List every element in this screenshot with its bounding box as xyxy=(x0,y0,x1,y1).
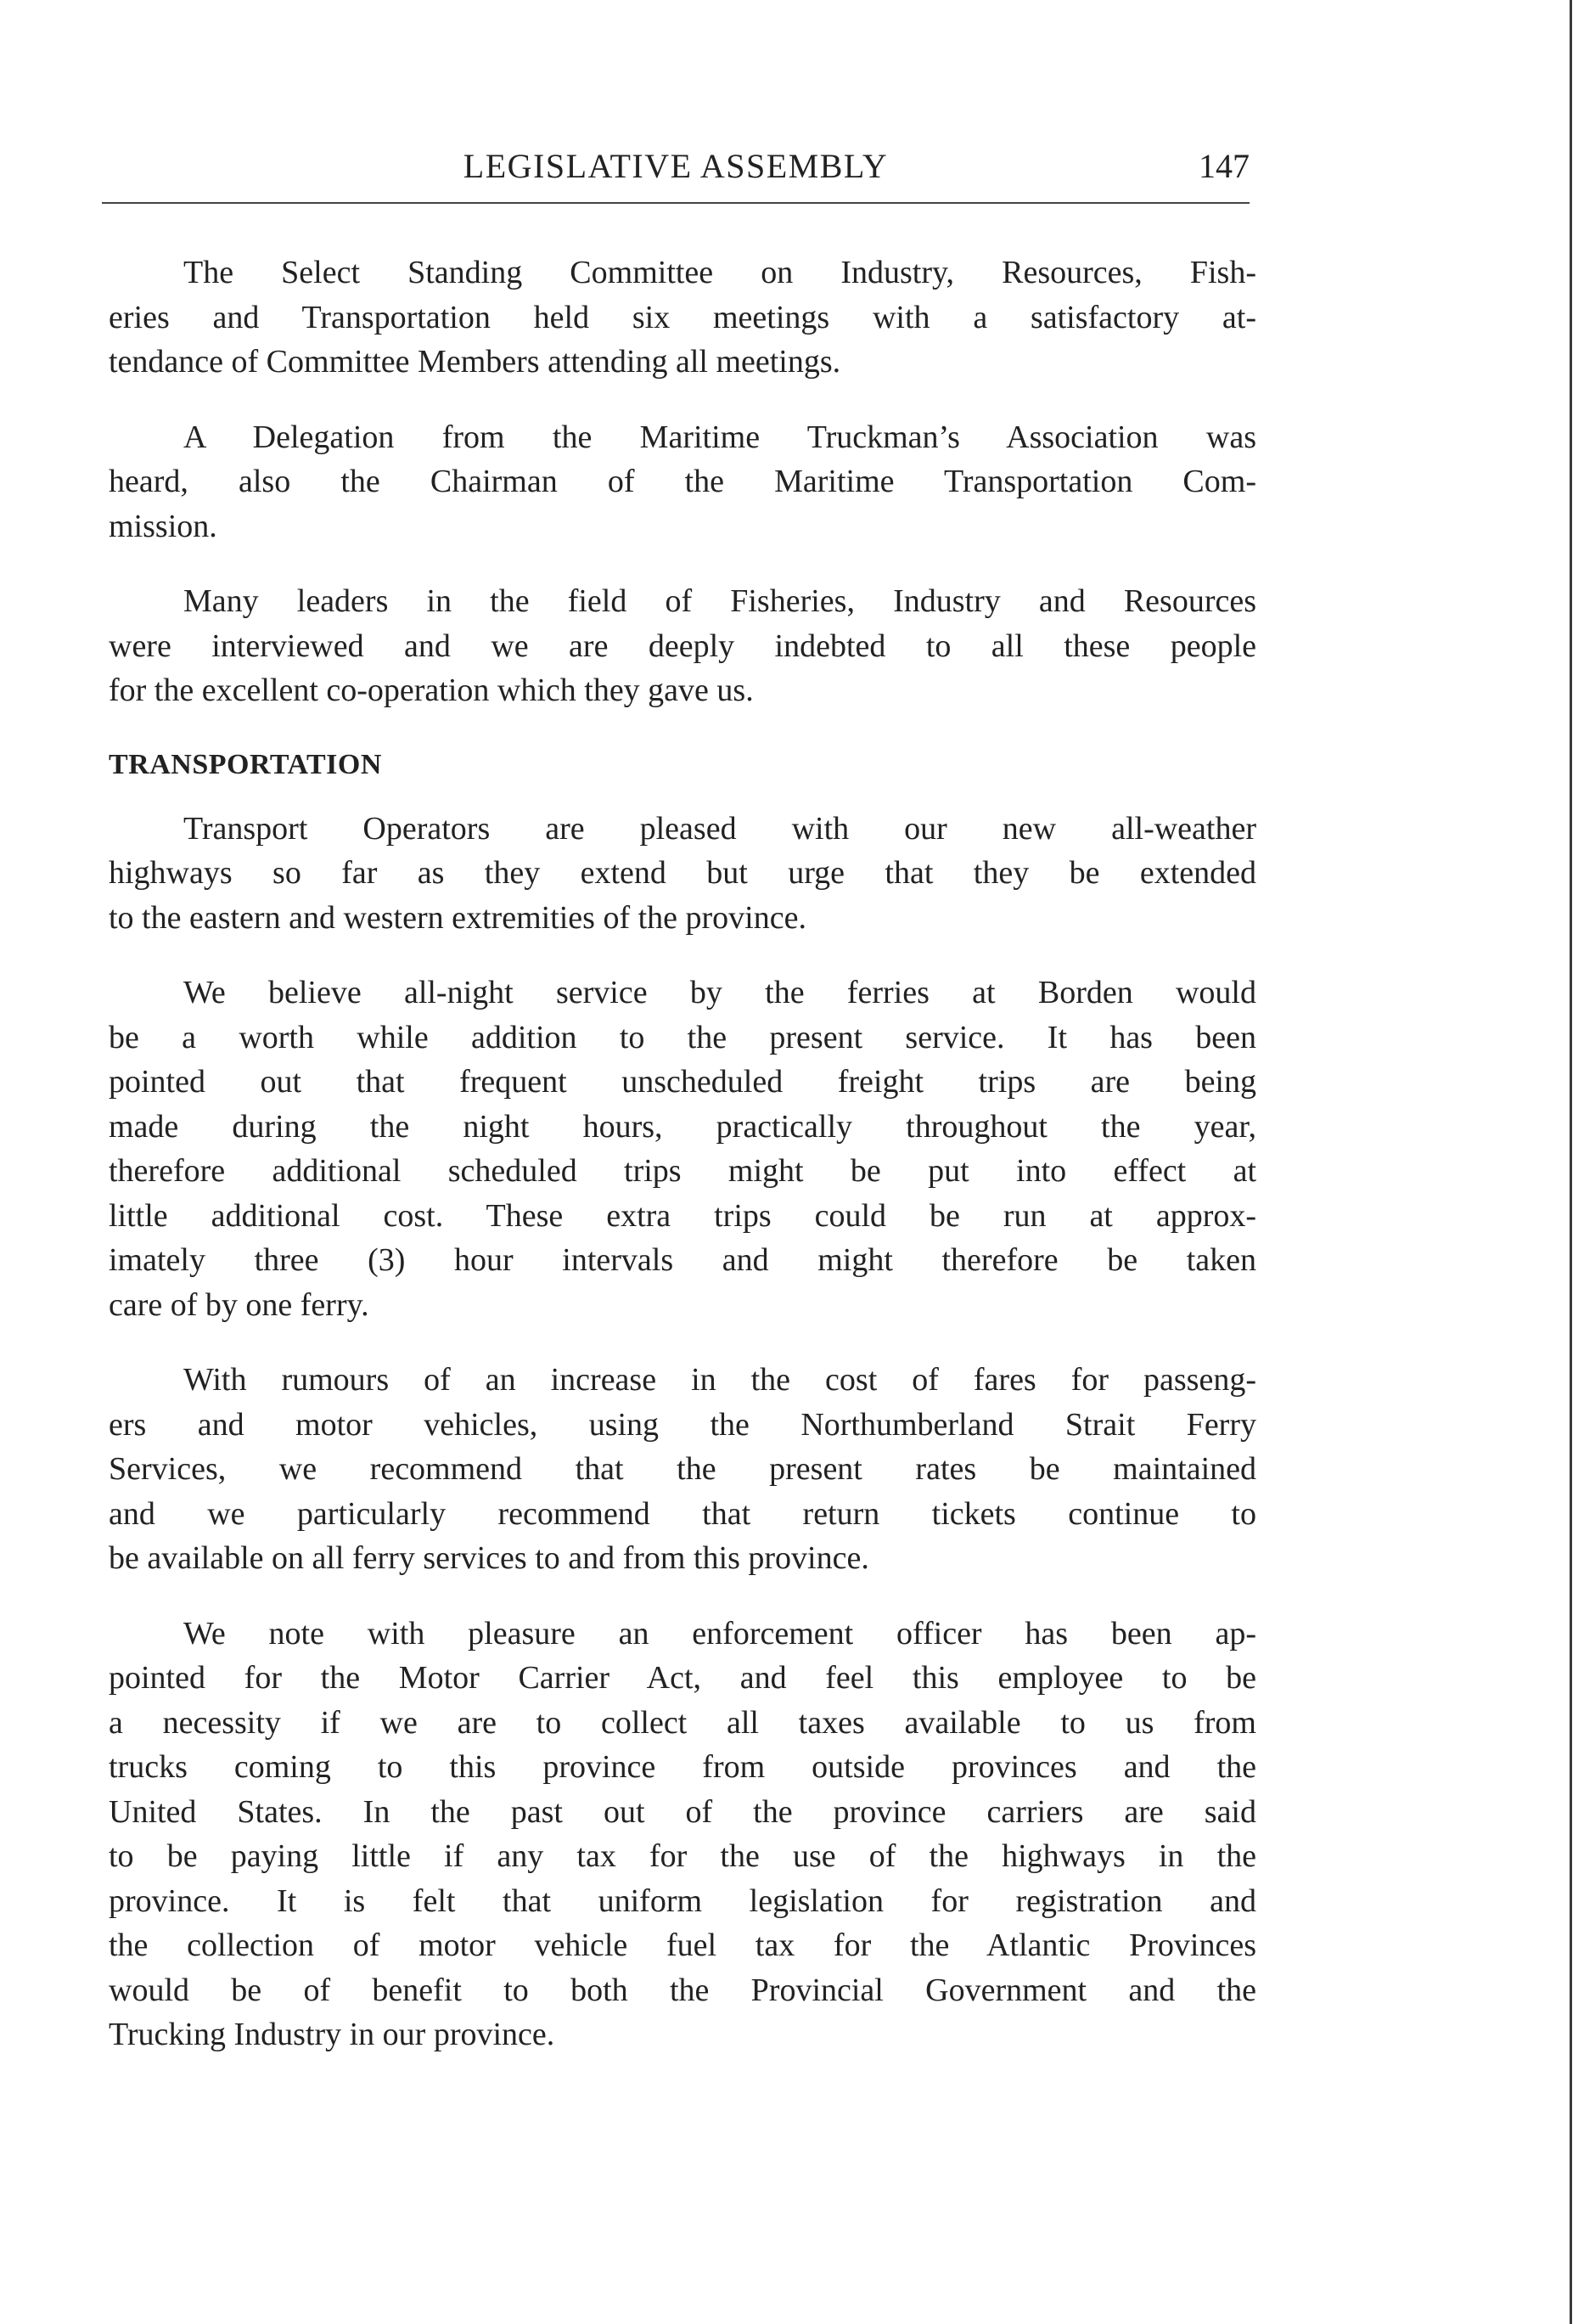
paragraph-delegation xyxy=(109,415,1256,549)
paragraph-leaders-interviewed xyxy=(109,579,1256,713)
running-head: LEGISLATIVE ASSEMBLY xyxy=(463,147,889,185)
text-line: The Select Standing Committee on Industry, Resources, Fish- xyxy=(183,255,1256,290)
text-line: were interviewed and we are deeply indebted to all these people xyxy=(109,627,1256,664)
page-edge-line xyxy=(1570,0,1572,2324)
header-rule xyxy=(102,202,1250,204)
paragraph-motor-carrier-act xyxy=(109,1612,1256,2057)
text-line: We believe all-night service by the ferries at Borden would xyxy=(183,975,1256,1010)
text-line: Many leaders in the field of Fisheries, Industry and Resources xyxy=(183,583,1256,619)
text-line: mission. xyxy=(109,508,217,544)
text-line: Trucking Industry in our province. xyxy=(109,2017,555,2052)
text-line: We note with pleasure an enforcement officer has been ap- xyxy=(183,1615,1256,1652)
text-line: little additional cost. These extra trips could be run at approx- xyxy=(109,1197,1256,1234)
text-line: imately three (3) hour intervals and might therefore be taken xyxy=(109,1242,1256,1278)
text-line: be a worth while addition to the present service. It has been xyxy=(109,1019,1256,1055)
text-line: pointed out that frequent unscheduled freight trips are being xyxy=(109,1064,1256,1100)
text-line: to the eastern and western extremities of the province. xyxy=(109,899,806,936)
text-line: trucks coming to this province from outside provinces and the xyxy=(109,1749,1256,1785)
paragraph-transport-operators xyxy=(109,807,1256,941)
paragraph-committee-meetings xyxy=(109,250,1256,385)
text-line: a necessity if we are to collect all taxes available to us from xyxy=(109,1704,1256,1741)
text-line: ers and motor vehicles, using the Northumberland Strait Ferry xyxy=(109,1406,1256,1443)
text-line: tendance of Committee Members attending all meetings. xyxy=(109,344,841,380)
page-number: 147 xyxy=(1199,147,1250,185)
paragraph-ferry-service xyxy=(109,971,1256,1327)
text-line: province. It is felt that uniform legislation for registration and xyxy=(109,1882,1256,1919)
page-body xyxy=(109,250,1256,2088)
text-line: would be of benefit to both the Provincial Government and the xyxy=(109,1972,1256,2008)
text-line: pointed for the Motor Carrier Act, and feel this employee to be xyxy=(109,1660,1256,1696)
text-line: heard, also the Chairman of the Maritime Transportation Com- xyxy=(109,464,1256,499)
text-line: Transport Operators are pleased with our new all-weather xyxy=(183,810,1256,847)
text-line: the collection of motor vehicle fuel tax for the Atlantic Provinces xyxy=(109,1927,1256,1963)
text-line: and we particularly recommend that return tickets continue to xyxy=(109,1495,1256,1532)
text-line: be available on all ferry services to and from this province. xyxy=(109,1540,869,1576)
text-line: care of by one ferry. xyxy=(109,1286,369,1323)
page-header xyxy=(102,146,1250,197)
paragraph-ferry-fares xyxy=(109,1358,1256,1581)
text-line: made during the night hours, practically throughout the year, xyxy=(109,1108,1256,1145)
text-line: With rumours of an increase in the cost of fares for passeng- xyxy=(183,1362,1256,1398)
text-line: for the excellent co-operation which they gave us. xyxy=(109,672,754,708)
text-line: Services, we recommend that the present rates be maintained xyxy=(109,1451,1256,1487)
text-line: eries and Transportation held six meetings with a satisfactory at- xyxy=(109,299,1256,335)
text-line: to be paying little if any tax for the use of the highways in the xyxy=(109,1838,1256,1874)
section-heading-transportation: TRANSPORTATION xyxy=(109,748,382,780)
text-line: therefore additional scheduled trips might be put into effect at xyxy=(109,1153,1256,1189)
text-line: highways so far as they extend but urge that they be extended xyxy=(109,855,1256,891)
text-line: A Delegation from the Maritime Truckman’s Association was xyxy=(183,419,1256,455)
text-line: United States. In the past out of the province carriers are said xyxy=(109,1793,1256,1830)
